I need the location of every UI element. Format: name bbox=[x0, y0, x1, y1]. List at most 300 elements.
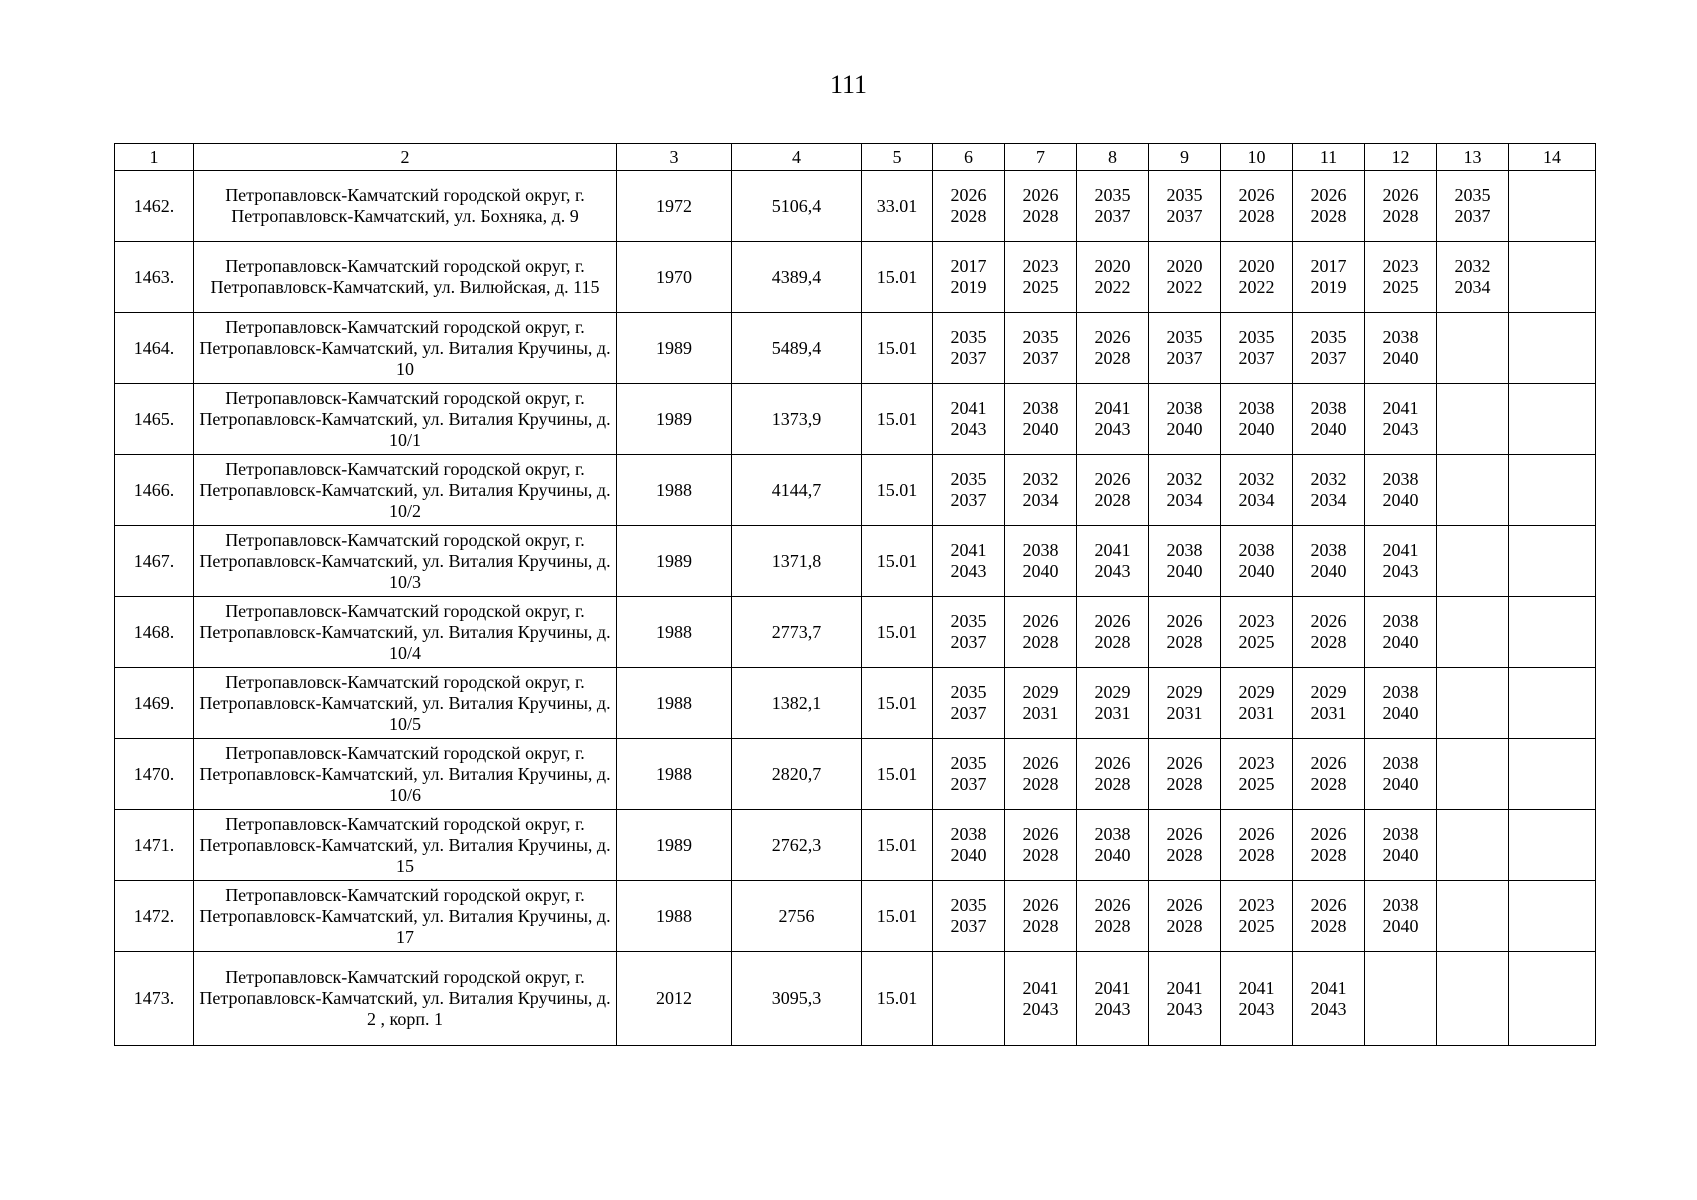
period-cell bbox=[1437, 313, 1509, 384]
period-start-year: 2026 bbox=[1022, 824, 1059, 844]
table-row bbox=[115, 881, 1596, 952]
period-cell bbox=[1005, 242, 1077, 313]
table-row bbox=[115, 810, 1596, 881]
period-end-year: 2040 bbox=[1166, 419, 1203, 439]
period-end-year: 2040 bbox=[1166, 561, 1203, 581]
period-end-year: 2040 bbox=[1238, 419, 1275, 439]
period-cell bbox=[1293, 171, 1365, 242]
period-cell bbox=[1293, 597, 1365, 668]
period-cell bbox=[1149, 668, 1221, 739]
period-end-year: 2028 bbox=[1238, 845, 1275, 865]
build-year-cell: 1988 bbox=[617, 668, 732, 739]
row-number-cell: 1464. bbox=[115, 313, 194, 384]
period-end-year: 2037 bbox=[1238, 348, 1275, 368]
period-end-year: 2028 bbox=[1310, 845, 1347, 865]
build-year-cell: 2012 bbox=[617, 952, 732, 1046]
period-end-year: 2043 bbox=[1094, 998, 1131, 1019]
period-cell bbox=[1221, 810, 1293, 881]
period-cell bbox=[933, 526, 1005, 597]
period-cell bbox=[1509, 171, 1596, 242]
period-start-year: 2038 bbox=[1382, 611, 1419, 631]
period-start-year: 2026 bbox=[950, 185, 987, 205]
column-number-header: 1 bbox=[115, 144, 194, 171]
period-end-year: 2025 bbox=[1238, 916, 1275, 936]
period-end-year: 2043 bbox=[1166, 998, 1203, 1019]
period-end-year: 2028 bbox=[1022, 774, 1059, 794]
period-cell bbox=[1365, 171, 1437, 242]
period-start-year: 2017 bbox=[1310, 256, 1347, 276]
period-end-year: 2037 bbox=[950, 703, 987, 723]
table-row bbox=[115, 739, 1596, 810]
code-cell: 15.01 bbox=[862, 242, 933, 313]
period-cell bbox=[1365, 384, 1437, 455]
row-number-cell: 1462. bbox=[115, 171, 194, 242]
address-cell: Петропавловск-Камчатский городской округ, г. Петропавловск-Камчатский, ул. Бохняка, д. 9 bbox=[194, 171, 617, 242]
period-cell bbox=[1365, 810, 1437, 881]
period-cell bbox=[1077, 242, 1149, 313]
column-number-header: 5 bbox=[862, 144, 933, 171]
code-cell: 15.01 bbox=[862, 881, 933, 952]
period-start-year: 2026 bbox=[1094, 469, 1131, 489]
period-cell bbox=[1221, 455, 1293, 526]
period-end-year: 2040 bbox=[1382, 490, 1419, 510]
period-cell bbox=[1365, 668, 1437, 739]
period-cell bbox=[1005, 384, 1077, 455]
period-start-year: 2026 bbox=[1310, 824, 1347, 844]
build-year-cell: 1970 bbox=[617, 242, 732, 313]
period-end-year: 2028 bbox=[1166, 845, 1203, 865]
period-cell bbox=[1365, 739, 1437, 810]
period-end-year: 2019 bbox=[1310, 277, 1347, 297]
column-number-header: 13 bbox=[1437, 144, 1509, 171]
period-start-year: 2035 bbox=[1454, 185, 1491, 205]
period-cell bbox=[1293, 668, 1365, 739]
period-start-year: 2020 bbox=[1094, 256, 1131, 276]
period-cell bbox=[1005, 881, 1077, 952]
period-start-year: 2041 bbox=[1382, 540, 1419, 560]
period-end-year: 2028 bbox=[1022, 632, 1059, 652]
period-end-year: 2040 bbox=[950, 845, 987, 865]
period-cell bbox=[1149, 455, 1221, 526]
period-cell bbox=[1005, 313, 1077, 384]
total-area-cell: 3095,3 bbox=[732, 952, 862, 1046]
period-start-year: 2026 bbox=[1382, 185, 1419, 205]
total-area-cell: 2820,7 bbox=[732, 739, 862, 810]
period-start-year: 2026 bbox=[1310, 185, 1347, 205]
period-cell bbox=[1005, 455, 1077, 526]
period-end-year: 2037 bbox=[950, 916, 987, 936]
period-cell bbox=[1437, 881, 1509, 952]
period-end-year: 2037 bbox=[1094, 206, 1131, 226]
period-end-year: 2040 bbox=[1382, 632, 1419, 652]
period-start-year: 2026 bbox=[1166, 753, 1203, 773]
period-end-year: 2019 bbox=[950, 277, 987, 297]
period-end-year: 2043 bbox=[1022, 998, 1059, 1019]
period-start-year: 2023 bbox=[1238, 895, 1275, 915]
period-start-year: 2026 bbox=[1166, 611, 1203, 631]
period-cell bbox=[1293, 952, 1365, 1046]
period-start-year: 2038 bbox=[1382, 895, 1419, 915]
row-number-cell: 1463. bbox=[115, 242, 194, 313]
period-cell bbox=[1437, 384, 1509, 455]
period-end-year: 2040 bbox=[1238, 561, 1275, 581]
period-end-year: 2040 bbox=[1094, 845, 1131, 865]
code-cell: 15.01 bbox=[862, 810, 933, 881]
row-number-cell: 1468. bbox=[115, 597, 194, 668]
period-end-year: 2025 bbox=[1238, 774, 1275, 794]
build-year-cell: 1988 bbox=[617, 739, 732, 810]
row-number-cell: 1471. bbox=[115, 810, 194, 881]
address-cell: Петропавловск-Камчатский городской округ, г. Петропавловск-Камчатский, ул. Виталия Кручины, д. 17 bbox=[194, 881, 617, 952]
row-number-cell: 1470. bbox=[115, 739, 194, 810]
period-end-year: 2034 bbox=[1022, 490, 1059, 510]
address-cell: Петропавловск-Камчатский городской округ, г. Петропавловск-Камчатский, ул. Виталия Кручины, д. 15 bbox=[194, 810, 617, 881]
period-start-year: 2029 bbox=[1238, 682, 1275, 702]
period-cell bbox=[933, 739, 1005, 810]
period-start-year: 2035 bbox=[1310, 327, 1347, 347]
total-area-cell: 1373,9 bbox=[732, 384, 862, 455]
period-cell bbox=[1509, 526, 1596, 597]
period-cell bbox=[1293, 455, 1365, 526]
period-start-year: 2026 bbox=[1094, 753, 1131, 773]
period-start-year: 2035 bbox=[950, 469, 987, 489]
period-start-year: 2032 bbox=[1166, 469, 1203, 489]
period-start-year: 2026 bbox=[1022, 185, 1059, 205]
period-cell bbox=[933, 242, 1005, 313]
period-end-year: 2028 bbox=[1310, 774, 1347, 794]
period-cell bbox=[1221, 313, 1293, 384]
period-end-year: 2028 bbox=[1022, 845, 1059, 865]
period-end-year: 2040 bbox=[1310, 419, 1347, 439]
period-cell bbox=[933, 171, 1005, 242]
period-end-year: 2037 bbox=[950, 632, 987, 652]
code-cell: 15.01 bbox=[862, 455, 933, 526]
period-end-year: 2025 bbox=[1382, 277, 1419, 297]
address-cell: Петропавловск-Камчатский городской округ, г. Петропавловск-Камчатский, ул. Виталия Кручины, д. 10 bbox=[194, 313, 617, 384]
period-cell bbox=[1293, 313, 1365, 384]
period-start-year: 2023 bbox=[1382, 256, 1419, 276]
period-cell bbox=[1293, 242, 1365, 313]
period-start-year: 2035 bbox=[1094, 185, 1131, 205]
period-end-year: 2037 bbox=[950, 490, 987, 510]
period-start-year: 2038 bbox=[1310, 398, 1347, 418]
period-end-year: 2028 bbox=[1094, 632, 1131, 652]
period-end-year: 2037 bbox=[1166, 348, 1203, 368]
period-cell bbox=[1077, 455, 1149, 526]
period-start-year: 2026 bbox=[1094, 895, 1131, 915]
period-cell bbox=[1149, 242, 1221, 313]
period-end-year: 2028 bbox=[1022, 916, 1059, 936]
period-start-year: 2041 bbox=[1094, 540, 1131, 560]
period-end-year: 2043 bbox=[1382, 419, 1419, 439]
period-end-year: 2043 bbox=[1094, 419, 1131, 439]
period-end-year: 2028 bbox=[1310, 206, 1347, 226]
address-cell: Петропавловск-Камчатский городской округ, г. Петропавловск-Камчатский, ул. Виталия Кручины, д. 2 , корп. 1 bbox=[194, 952, 617, 1046]
period-end-year: 2040 bbox=[1382, 348, 1419, 368]
period-end-year: 2040 bbox=[1382, 774, 1419, 794]
period-end-year: 2028 bbox=[1094, 490, 1131, 510]
period-cell bbox=[1149, 526, 1221, 597]
period-end-year: 2043 bbox=[1310, 998, 1347, 1019]
column-number-header: 4 bbox=[732, 144, 862, 171]
period-cell bbox=[1005, 810, 1077, 881]
period-end-year: 2031 bbox=[1022, 703, 1059, 723]
period-start-year: 2035 bbox=[950, 327, 987, 347]
period-cell bbox=[1293, 810, 1365, 881]
period-cell bbox=[1437, 810, 1509, 881]
period-cell bbox=[1509, 739, 1596, 810]
period-start-year: 2029 bbox=[1094, 682, 1131, 702]
period-cell bbox=[1221, 526, 1293, 597]
address-cell: Петропавловск-Камчатский городской округ, г. Петропавловск-Камчатский, ул. Виталия Кручины, д. 10/3 bbox=[194, 526, 617, 597]
period-end-year: 2043 bbox=[1238, 998, 1275, 1019]
period-start-year: 2038 bbox=[1022, 540, 1059, 560]
period-end-year: 2025 bbox=[1022, 277, 1059, 297]
period-start-year: 2026 bbox=[1094, 611, 1131, 631]
total-area-cell: 2762,3 bbox=[732, 810, 862, 881]
column-number-row bbox=[115, 144, 1596, 171]
period-start-year: 2026 bbox=[1022, 753, 1059, 773]
period-cell bbox=[1365, 455, 1437, 526]
period-end-year: 2043 bbox=[1382, 561, 1419, 581]
period-start-year: 2023 bbox=[1238, 611, 1275, 631]
period-end-year: 2037 bbox=[950, 774, 987, 794]
code-cell: 15.01 bbox=[862, 739, 933, 810]
period-start-year: 2041 bbox=[1022, 977, 1059, 998]
period-start-year: 2026 bbox=[1166, 824, 1203, 844]
period-cell bbox=[1005, 952, 1077, 1046]
period-start-year: 2038 bbox=[1238, 398, 1275, 418]
period-start-year: 2017 bbox=[950, 256, 987, 276]
period-end-year: 2028 bbox=[1022, 206, 1059, 226]
period-end-year: 2031 bbox=[1094, 703, 1131, 723]
period-cell bbox=[1005, 597, 1077, 668]
build-year-cell: 1988 bbox=[617, 455, 732, 526]
build-year-cell: 1972 bbox=[617, 171, 732, 242]
code-cell: 15.01 bbox=[862, 597, 933, 668]
period-start-year: 2026 bbox=[1094, 327, 1131, 347]
period-cell bbox=[1437, 242, 1509, 313]
table-row bbox=[115, 526, 1596, 597]
period-cell bbox=[1437, 171, 1509, 242]
period-end-year: 2040 bbox=[1022, 419, 1059, 439]
period-start-year: 2035 bbox=[950, 895, 987, 915]
period-cell bbox=[1149, 313, 1221, 384]
row-number-cell: 1473. bbox=[115, 952, 194, 1046]
period-cell bbox=[1221, 881, 1293, 952]
period-start-year: 2026 bbox=[1238, 824, 1275, 844]
period-cell bbox=[1221, 597, 1293, 668]
address-cell: Петропавловск-Камчатский городской округ, г. Петропавловск-Камчатский, ул. Вилюйская, д. 115 bbox=[194, 242, 617, 313]
period-start-year: 2020 bbox=[1238, 256, 1275, 276]
period-cell bbox=[1365, 597, 1437, 668]
period-cell bbox=[1293, 384, 1365, 455]
build-year-cell: 1989 bbox=[617, 313, 732, 384]
code-cell: 15.01 bbox=[862, 313, 933, 384]
period-end-year: 2043 bbox=[950, 561, 987, 581]
period-start-year: 2023 bbox=[1022, 256, 1059, 276]
period-end-year: 2040 bbox=[1382, 916, 1419, 936]
build-year-cell: 1989 bbox=[617, 810, 732, 881]
period-start-year: 2038 bbox=[1382, 753, 1419, 773]
period-start-year: 2038 bbox=[1166, 540, 1203, 560]
period-start-year: 2035 bbox=[1166, 327, 1203, 347]
period-cell bbox=[1437, 526, 1509, 597]
period-start-year: 2029 bbox=[1166, 682, 1203, 702]
period-end-year: 2028 bbox=[1238, 206, 1275, 226]
period-start-year: 2026 bbox=[1166, 895, 1203, 915]
period-cell bbox=[1005, 171, 1077, 242]
row-number-cell: 1465. bbox=[115, 384, 194, 455]
period-start-year: 2038 bbox=[950, 824, 987, 844]
period-cell bbox=[1365, 526, 1437, 597]
period-cell bbox=[1149, 881, 1221, 952]
period-cell bbox=[933, 384, 1005, 455]
period-end-year: 2037 bbox=[1454, 206, 1491, 226]
period-end-year: 2028 bbox=[1094, 916, 1131, 936]
period-start-year: 2035 bbox=[950, 611, 987, 631]
period-start-year: 2041 bbox=[1238, 977, 1275, 998]
period-end-year: 2037 bbox=[1022, 348, 1059, 368]
period-end-year: 2040 bbox=[1022, 561, 1059, 581]
period-cell bbox=[933, 810, 1005, 881]
period-cell bbox=[1149, 952, 1221, 1046]
address-cell: Петропавловск-Камчатский городской округ, г. Петропавловск-Камчатский, ул. Виталия Кручины, д. 10/6 bbox=[194, 739, 617, 810]
period-cell bbox=[1293, 526, 1365, 597]
period-cell bbox=[1509, 597, 1596, 668]
column-number-header: 12 bbox=[1365, 144, 1437, 171]
row-number-cell: 1466. bbox=[115, 455, 194, 526]
period-start-year: 2035 bbox=[1166, 185, 1203, 205]
period-start-year: 2026 bbox=[1310, 611, 1347, 631]
period-cell bbox=[1077, 597, 1149, 668]
column-number-header: 14 bbox=[1509, 144, 1596, 171]
page-number: 111 bbox=[829, 70, 868, 99]
code-cell: 33.01 bbox=[862, 171, 933, 242]
period-cell bbox=[1077, 810, 1149, 881]
period-start-year: 2041 bbox=[950, 398, 987, 418]
period-start-year: 2041 bbox=[950, 540, 987, 560]
period-start-year: 2038 bbox=[1382, 682, 1419, 702]
period-start-year: 2035 bbox=[950, 682, 987, 702]
period-start-year: 2026 bbox=[1238, 185, 1275, 205]
period-cell bbox=[1293, 881, 1365, 952]
period-cell bbox=[933, 668, 1005, 739]
period-end-year: 2022 bbox=[1166, 277, 1203, 297]
period-start-year: 2026 bbox=[1310, 895, 1347, 915]
period-start-year: 2032 bbox=[1238, 469, 1275, 489]
period-end-year: 2037 bbox=[1166, 206, 1203, 226]
period-cell bbox=[1077, 668, 1149, 739]
period-cell bbox=[1509, 384, 1596, 455]
period-cell bbox=[1221, 668, 1293, 739]
period-cell bbox=[1221, 242, 1293, 313]
period-cell bbox=[1365, 313, 1437, 384]
total-area-cell: 4389,4 bbox=[732, 242, 862, 313]
period-start-year: 2029 bbox=[1310, 682, 1347, 702]
period-start-year: 2035 bbox=[1238, 327, 1275, 347]
period-start-year: 2029 bbox=[1022, 682, 1059, 702]
period-cell bbox=[933, 881, 1005, 952]
table-body bbox=[115, 171, 1596, 1046]
period-start-year: 2032 bbox=[1454, 256, 1491, 276]
period-end-year: 2031 bbox=[1310, 703, 1347, 723]
period-cell bbox=[1077, 526, 1149, 597]
period-cell bbox=[1077, 952, 1149, 1046]
code-cell: 15.01 bbox=[862, 952, 933, 1046]
period-cell bbox=[933, 455, 1005, 526]
period-start-year: 2038 bbox=[1094, 824, 1131, 844]
period-cell bbox=[1437, 952, 1509, 1046]
column-number-header: 6 bbox=[933, 144, 1005, 171]
period-cell bbox=[1221, 739, 1293, 810]
period-cell bbox=[1077, 171, 1149, 242]
period-end-year: 2028 bbox=[1382, 206, 1419, 226]
code-cell: 15.01 bbox=[862, 526, 933, 597]
column-number-header: 3 bbox=[617, 144, 732, 171]
period-end-year: 2034 bbox=[1454, 277, 1491, 297]
table-row bbox=[115, 313, 1596, 384]
address-cell: Петропавловск-Камчатский городской округ, г. Петропавловск-Камчатский, ул. Виталия Кручины, д. 10/2 bbox=[194, 455, 617, 526]
period-start-year: 2026 bbox=[1022, 895, 1059, 915]
period-start-year: 2032 bbox=[1022, 469, 1059, 489]
build-year-cell: 1988 bbox=[617, 597, 732, 668]
period-cell bbox=[1221, 952, 1293, 1046]
table-row bbox=[115, 171, 1596, 242]
total-area-cell: 5106,4 bbox=[732, 171, 862, 242]
column-number-header: 10 bbox=[1221, 144, 1293, 171]
table-row bbox=[115, 952, 1596, 1046]
code-cell: 15.01 bbox=[862, 384, 933, 455]
period-cell bbox=[1437, 455, 1509, 526]
column-number-header: 8 bbox=[1077, 144, 1149, 171]
period-cell bbox=[1149, 597, 1221, 668]
period-cell bbox=[1509, 881, 1596, 952]
period-end-year: 2037 bbox=[950, 348, 987, 368]
period-cell bbox=[1509, 952, 1596, 1046]
period-end-year: 2043 bbox=[950, 419, 987, 439]
period-end-year: 2040 bbox=[1310, 561, 1347, 581]
period-cell bbox=[1437, 739, 1509, 810]
period-cell bbox=[1365, 952, 1437, 1046]
period-end-year: 2031 bbox=[1238, 703, 1275, 723]
period-cell bbox=[933, 952, 1005, 1046]
table-row bbox=[115, 455, 1596, 526]
period-end-year: 2028 bbox=[1166, 774, 1203, 794]
period-end-year: 2040 bbox=[1382, 703, 1419, 723]
period-start-year: 2038 bbox=[1166, 398, 1203, 418]
address-cell: Петропавловск-Камчатский городской округ, г. Петропавловск-Камчатский, ул. Виталия Кручины, д. 10/5 bbox=[194, 668, 617, 739]
row-number-cell: 1467. bbox=[115, 526, 194, 597]
table-row bbox=[115, 668, 1596, 739]
period-end-year: 2028 bbox=[1310, 632, 1347, 652]
build-year-cell: 1989 bbox=[617, 526, 732, 597]
period-start-year: 2023 bbox=[1238, 753, 1275, 773]
period-cell bbox=[1005, 668, 1077, 739]
period-end-year: 2031 bbox=[1166, 703, 1203, 723]
period-start-year: 2041 bbox=[1094, 398, 1131, 418]
period-end-year: 2022 bbox=[1094, 277, 1131, 297]
period-cell bbox=[933, 597, 1005, 668]
period-start-year: 2038 bbox=[1022, 398, 1059, 418]
period-cell bbox=[1365, 881, 1437, 952]
period-start-year: 2035 bbox=[950, 753, 987, 773]
period-cell bbox=[1293, 739, 1365, 810]
period-end-year: 2037 bbox=[1310, 348, 1347, 368]
period-cell bbox=[1221, 171, 1293, 242]
period-start-year: 2038 bbox=[1382, 327, 1419, 347]
period-cell bbox=[1149, 810, 1221, 881]
